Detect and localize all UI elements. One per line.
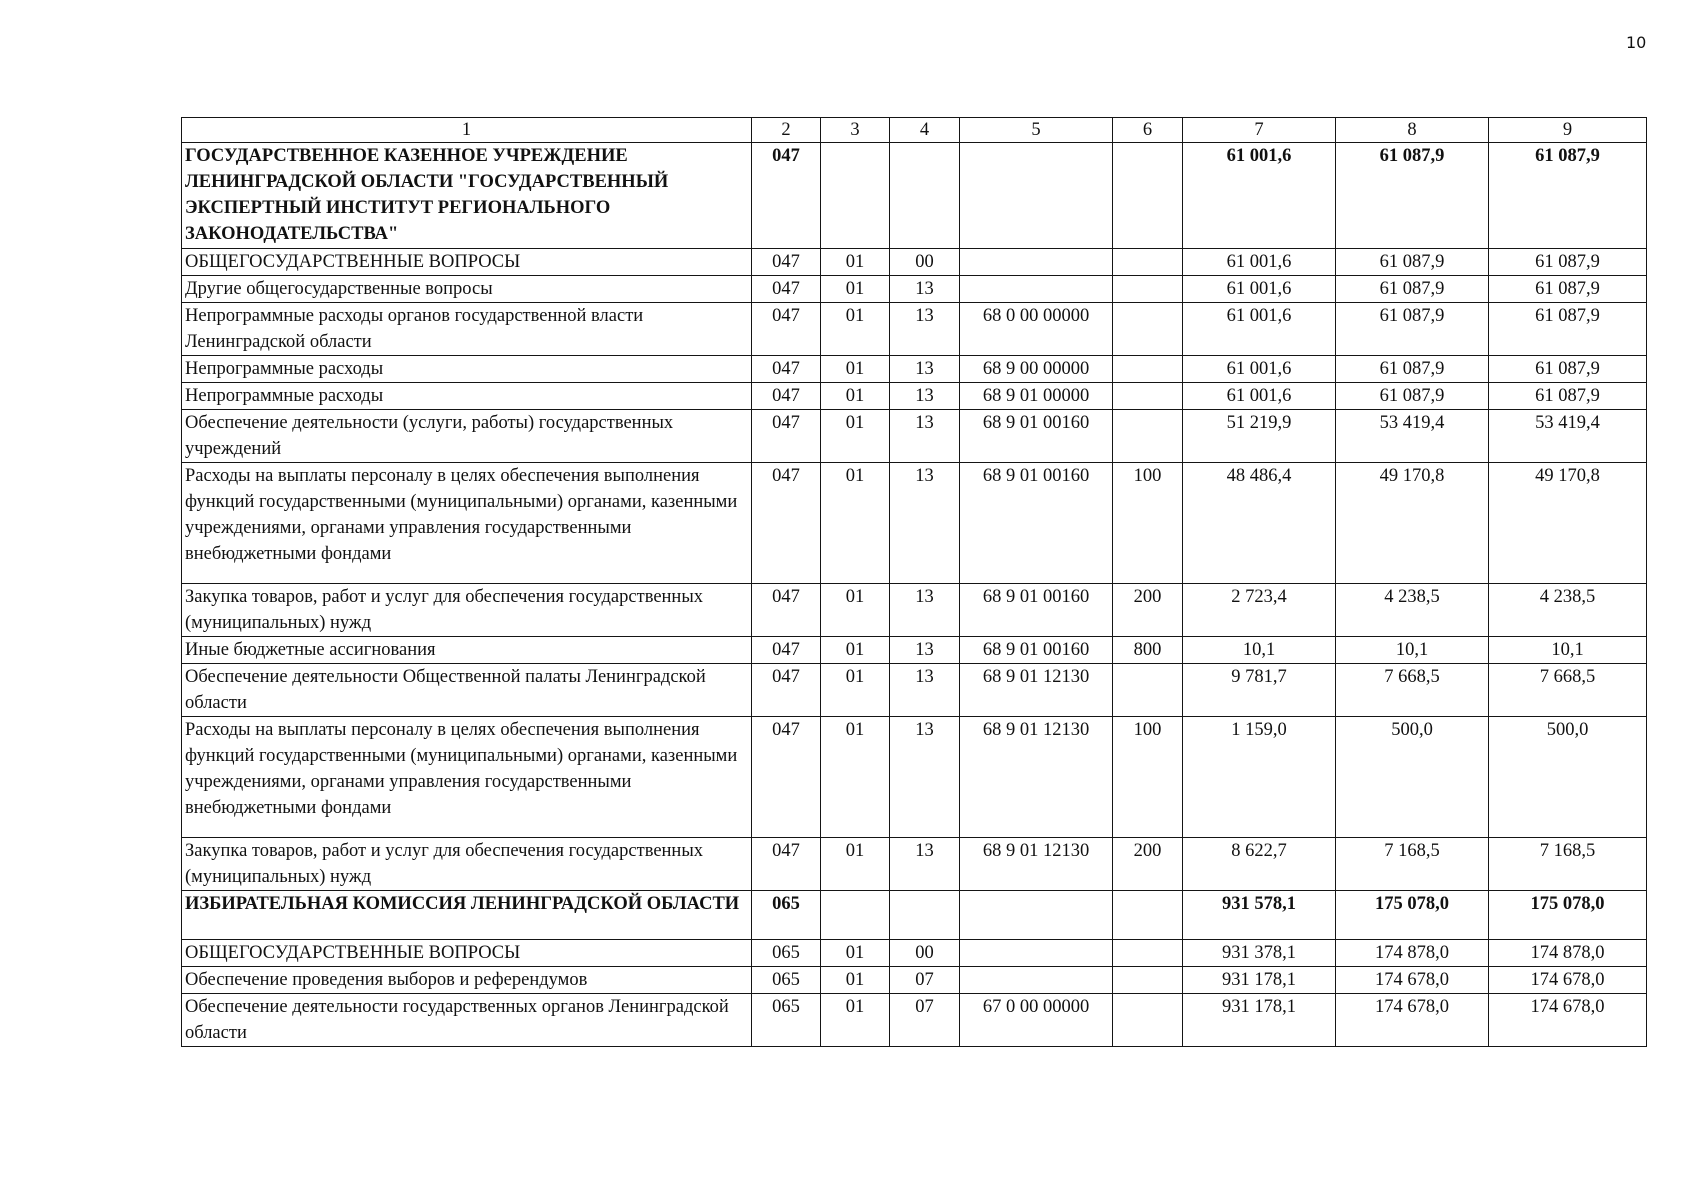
amount-cell: 2 723,4 [1183,584,1336,637]
amount-cell: 931 378,1 [1183,940,1336,967]
target-article-cell: 68 9 01 00000 [960,383,1113,410]
amount-cell: 61 087,9 [1489,383,1647,410]
name-cell: ОБЩЕГОСУДАРСТВЕННЫЕ ВОПРОСЫ [182,249,752,276]
amount-cell: 174 878,0 [1336,940,1489,967]
name-cell: ГОСУДАРСТВЕННОЕ КАЗЕННОЕ УЧРЕЖДЕНИЕ ЛЕНИНГРАДСКОЙ ОБЛАСТИ "ГОСУДАРСТВЕННЫЙ ЭКСПЕРТНЫЙ ИНСТИТУТ РЕГИОНАЛЬНОГО ЗАКОНОДАТЕЛЬСТВА" [182,143,752,249]
table-row [182,143,1647,249]
table-row [182,276,1647,303]
subsection-cell: 13 [890,410,960,463]
section-cell: 01 [821,276,890,303]
amount-cell: 931 178,1 [1183,994,1336,1047]
amount-cell: 61 087,9 [1336,383,1489,410]
amount-cell: 51 219,9 [1183,410,1336,463]
section-cell: 01 [821,717,890,838]
amount-cell: 10,1 [1336,637,1489,664]
amount-cell: 931 578,1 [1183,891,1336,940]
subsection-cell: 00 [890,940,960,967]
grbs-cell: 047 [752,664,821,717]
grbs-cell: 047 [752,838,821,891]
table-row [182,383,1647,410]
amount-cell: 61 087,9 [1336,356,1489,383]
amount-cell: 61 087,9 [1336,276,1489,303]
expense-type-cell: 800 [1113,637,1183,664]
subsection-cell: 13 [890,383,960,410]
header-cell: 9 [1489,118,1647,143]
amount-cell: 931 178,1 [1183,967,1336,994]
name-cell: Обеспечение проведения выборов и референдумов [182,967,752,994]
amount-cell: 49 170,8 [1489,463,1647,584]
subsection-cell [890,143,960,249]
amount-cell: 61 087,9 [1489,143,1647,249]
amount-cell: 61 001,6 [1183,383,1336,410]
section-cell: 01 [821,967,890,994]
budget-table [181,117,1647,1047]
target-article-cell: 68 9 01 00160 [960,463,1113,584]
target-article-cell: 67 0 00 00000 [960,994,1113,1047]
amount-cell: 61 001,6 [1183,249,1336,276]
header-cell: 3 [821,118,890,143]
name-cell: Непрограммные расходы [182,383,752,410]
amount-cell: 53 419,4 [1489,410,1647,463]
header-cell: 6 [1113,118,1183,143]
amount-cell: 61 087,9 [1489,356,1647,383]
table-row [182,940,1647,967]
target-article-cell: 68 9 01 12130 [960,717,1113,838]
subsection-cell: 13 [890,276,960,303]
table-row [182,584,1647,637]
expense-type-cell: 100 [1113,717,1183,838]
amount-cell: 61 001,6 [1183,276,1336,303]
amount-cell: 61 087,9 [1336,303,1489,356]
amount-cell: 10,1 [1489,637,1647,664]
target-article-cell [960,143,1113,249]
name-cell: Иные бюджетные ассигнования [182,637,752,664]
subsection-cell: 13 [890,584,960,637]
expense-type-cell: 200 [1113,838,1183,891]
name-cell: Непрограммные расходы органов государственной власти Ленинградской области [182,303,752,356]
grbs-cell: 047 [752,303,821,356]
amount-cell: 174 678,0 [1336,994,1489,1047]
amount-cell: 175 078,0 [1489,891,1647,940]
grbs-cell: 065 [752,994,821,1047]
target-article-cell: 68 9 01 00160 [960,410,1113,463]
section-cell: 01 [821,463,890,584]
expense-type-cell [1113,891,1183,940]
name-cell: Закупка товаров, работ и услуг для обеспечения государственных (муниципальных) нужд [182,584,752,637]
amount-cell: 174 678,0 [1336,967,1489,994]
grbs-cell: 047 [752,584,821,637]
amount-cell: 61 087,9 [1489,303,1647,356]
grbs-cell: 047 [752,717,821,838]
grbs-cell: 047 [752,143,821,249]
grbs-cell: 047 [752,356,821,383]
name-cell: ИЗБИРАТЕЛЬНАЯ КОМИССИЯ ЛЕНИНГРАДСКОЙ ОБЛАСТИ [182,891,752,940]
expense-type-cell [1113,249,1183,276]
expense-type-cell [1113,276,1183,303]
section-cell: 01 [821,637,890,664]
expense-type-cell [1113,383,1183,410]
expense-type-cell [1113,940,1183,967]
grbs-cell: 047 [752,410,821,463]
grbs-cell: 047 [752,383,821,410]
expense-type-cell [1113,967,1183,994]
amount-cell: 4 238,5 [1336,584,1489,637]
page-number: 10 [1626,33,1647,52]
subsection-cell: 07 [890,967,960,994]
table-row [182,994,1647,1047]
table-row [182,303,1647,356]
name-cell: Другие общегосударственные вопросы [182,276,752,303]
expense-type-cell [1113,303,1183,356]
amount-cell: 61 001,6 [1183,356,1336,383]
header-cell: 5 [960,118,1113,143]
target-article-cell: 68 9 01 12130 [960,664,1113,717]
target-article-cell: 68 9 00 00000 [960,356,1113,383]
amount-cell: 49 170,8 [1336,463,1489,584]
expense-type-cell [1113,664,1183,717]
expense-type-cell: 100 [1113,463,1183,584]
section-cell: 01 [821,303,890,356]
section-cell [821,143,890,249]
grbs-cell: 047 [752,637,821,664]
subsection-cell: 13 [890,664,960,717]
grbs-cell: 047 [752,249,821,276]
amount-cell: 9 781,7 [1183,664,1336,717]
table-row [182,637,1647,664]
amount-cell: 8 622,7 [1183,838,1336,891]
subsection-cell: 13 [890,838,960,891]
target-article-cell: 68 9 01 00160 [960,637,1113,664]
section-cell: 01 [821,356,890,383]
header-cell: 4 [890,118,960,143]
amount-cell: 7 168,5 [1336,838,1489,891]
section-cell: 01 [821,940,890,967]
subsection-cell: 13 [890,356,960,383]
expense-type-cell [1113,143,1183,249]
amount-cell: 61 087,9 [1489,276,1647,303]
amount-cell: 10,1 [1183,637,1336,664]
amount-cell: 7 668,5 [1336,664,1489,717]
section-cell: 01 [821,838,890,891]
table-row [182,356,1647,383]
name-cell: Обеспечение деятельности государственных органов Ленинградской области [182,994,752,1047]
section-cell: 01 [821,383,890,410]
header-row [182,118,1647,143]
grbs-cell: 047 [752,276,821,303]
target-article-cell: 68 9 01 12130 [960,838,1113,891]
subsection-cell: 13 [890,463,960,584]
subsection-cell: 13 [890,717,960,838]
grbs-cell: 065 [752,967,821,994]
table-row [182,967,1647,994]
amount-cell: 53 419,4 [1336,410,1489,463]
grbs-cell: 047 [752,463,821,584]
amount-cell: 174 678,0 [1489,967,1647,994]
target-article-cell [960,940,1113,967]
subsection-cell: 13 [890,637,960,664]
name-cell: Непрограммные расходы [182,356,752,383]
subsection-cell: 00 [890,249,960,276]
header-cell: 2 [752,118,821,143]
target-article-cell [960,967,1113,994]
section-cell: 01 [821,664,890,717]
name-cell: Обеспечение деятельности (услуги, работы) государственных учреждений [182,410,752,463]
amount-cell: 61 001,6 [1183,303,1336,356]
target-article-cell: 68 9 01 00160 [960,584,1113,637]
subsection-cell: 13 [890,303,960,356]
amount-cell: 61 087,9 [1336,143,1489,249]
name-cell: ОБЩЕГОСУДАРСТВЕННЫЕ ВОПРОСЫ [182,940,752,967]
name-cell: Расходы на выплаты персоналу в целях обеспечения выполнения функций государственными (муниципальными) органами, казенными учреждениями, органами управления государственными внебюджетными фондами [182,463,752,584]
target-article-cell [960,891,1113,940]
target-article-cell [960,249,1113,276]
amount-cell: 61 001,6 [1183,143,1336,249]
name-cell: Обеспечение деятельности Общественной палаты Ленинградской области [182,664,752,717]
expense-type-cell [1113,994,1183,1047]
subsection-cell: 07 [890,994,960,1047]
amount-cell: 61 087,9 [1489,249,1647,276]
name-cell: Закупка товаров, работ и услуг для обеспечения государственных (муниципальных) нужд [182,838,752,891]
target-article-cell: 68 0 00 00000 [960,303,1113,356]
grbs-cell: 065 [752,940,821,967]
amount-cell: 7 668,5 [1489,664,1647,717]
amount-cell: 500,0 [1336,717,1489,838]
amount-cell: 500,0 [1489,717,1647,838]
expense-type-cell: 200 [1113,584,1183,637]
table-row [182,664,1647,717]
section-cell [821,891,890,940]
section-cell: 01 [821,410,890,463]
table-row [182,463,1647,584]
amount-cell: 1 159,0 [1183,717,1336,838]
table-body [182,143,1647,1047]
amount-cell: 174 878,0 [1489,940,1647,967]
amount-cell: 61 087,9 [1336,249,1489,276]
amount-cell: 7 168,5 [1489,838,1647,891]
table-row [182,891,1647,940]
expense-type-cell [1113,356,1183,383]
amount-cell: 48 486,4 [1183,463,1336,584]
name-cell: Расходы на выплаты персоналу в целях обеспечения выполнения функций государственными (муниципальными) органами, казенными учреждениями, органами управления государственными внебюджетными фондами [182,717,752,838]
amount-cell: 175 078,0 [1336,891,1489,940]
header-cell: 1 [182,118,752,143]
amount-cell: 174 678,0 [1489,994,1647,1047]
section-cell: 01 [821,584,890,637]
expense-type-cell [1113,410,1183,463]
section-cell: 01 [821,249,890,276]
subsection-cell [890,891,960,940]
grbs-cell: 065 [752,891,821,940]
table-row [182,717,1647,838]
table-row [182,838,1647,891]
header-cell: 8 [1336,118,1489,143]
table-row [182,249,1647,276]
header-cell: 7 [1183,118,1336,143]
section-cell: 01 [821,994,890,1047]
target-article-cell [960,276,1113,303]
amount-cell: 4 238,5 [1489,584,1647,637]
table-row [182,410,1647,463]
